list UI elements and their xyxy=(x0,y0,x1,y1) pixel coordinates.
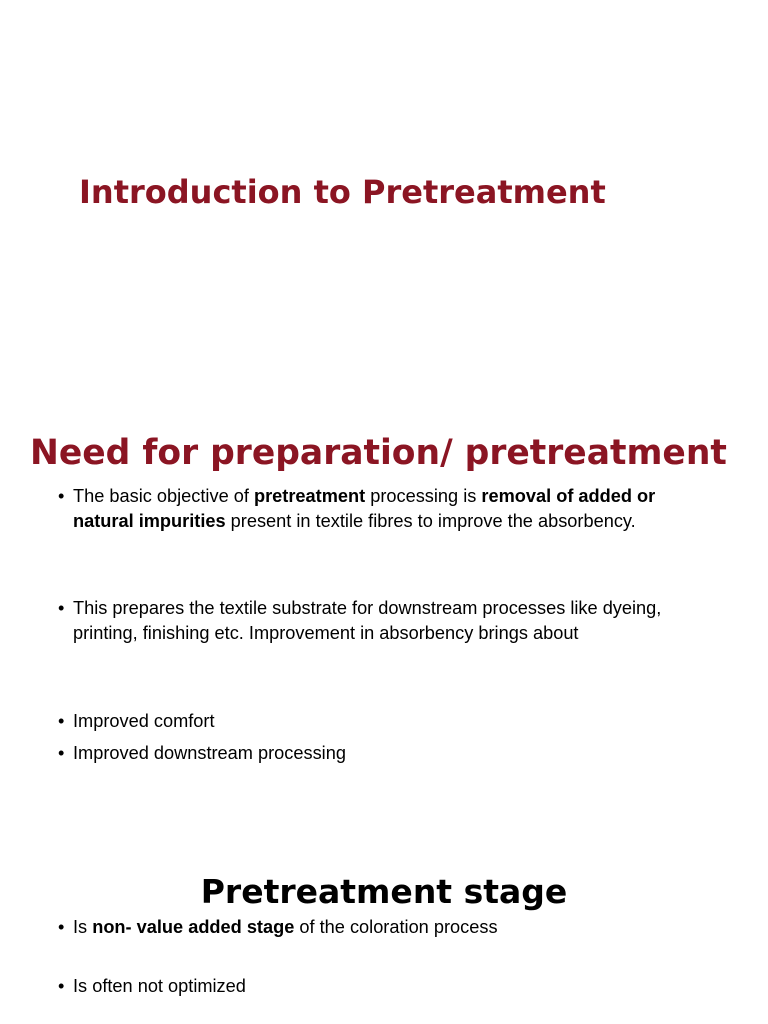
bullet-text: present in textile fibres to improve the absorbency. xyxy=(225,510,636,531)
slide-title-need: Need for preparation/ pretreatment xyxy=(30,433,727,473)
bullet-text: The basic objective of xyxy=(73,486,254,506)
slide-title-intro: Introduction to Pretreatment xyxy=(79,173,606,211)
bullet-icon: • xyxy=(58,743,65,763)
bullet-icon: • xyxy=(58,917,65,937)
bullet-text: processing is xyxy=(365,486,482,506)
bullet-text: of the coloration process xyxy=(294,917,498,937)
bullet-list xyxy=(58,596,698,645)
bullet-icon: • xyxy=(58,976,65,996)
bullet-emphasis: non- value added stage xyxy=(92,917,295,937)
bullet-emphasis: pretreatment xyxy=(253,486,366,506)
bullet-list xyxy=(58,741,698,766)
bullet-list xyxy=(58,974,698,999)
list-item-downstream xyxy=(58,741,698,766)
bullet-list xyxy=(58,484,708,533)
list-item-prepares xyxy=(58,596,698,645)
bullet-icon: • xyxy=(58,486,65,506)
bullet-list xyxy=(58,709,698,734)
bullet-icon: • xyxy=(58,598,65,618)
list-item-not-optimized xyxy=(58,974,698,999)
list-item-objective xyxy=(58,484,708,533)
bullet-text: Improved downstream processing xyxy=(73,743,346,763)
bullet-text: This prepares the textile substrate for downstream processes like dyeing, printing, finishing etc. Improvement in absorbency brings about xyxy=(73,598,662,643)
bullet-list xyxy=(58,915,698,940)
bullet-text: Is often not optimized xyxy=(73,976,246,996)
bullet-text: Is xyxy=(73,917,93,937)
list-item-comfort xyxy=(58,709,698,734)
bullet-text: Improved comfort xyxy=(73,711,215,731)
bullet-emphasis: removal of added or natural impurities xyxy=(73,486,656,531)
slide-title-stage: Pretreatment stage xyxy=(200,872,568,911)
bullet-icon: • xyxy=(58,711,65,731)
list-item-non-value xyxy=(58,915,698,940)
